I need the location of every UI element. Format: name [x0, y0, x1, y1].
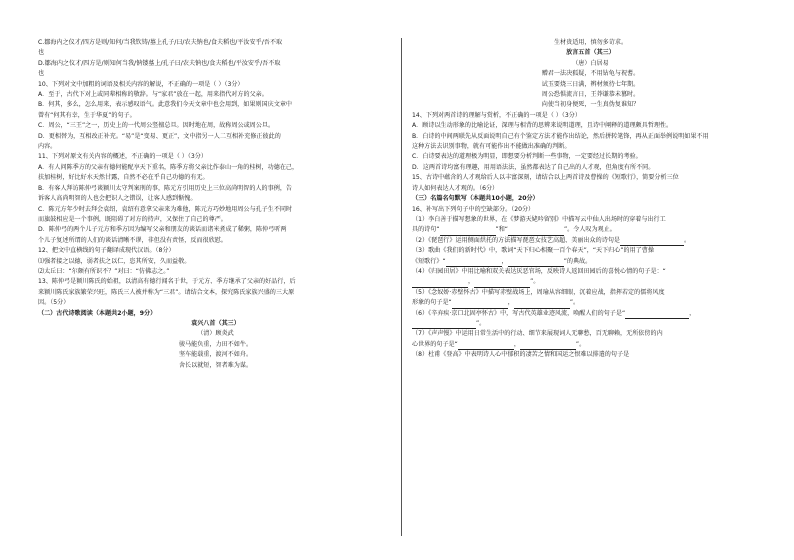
fill-in-line	[412, 288, 769, 298]
fill-in-line	[412, 319, 769, 329]
answer-blank[interactable]	[440, 228, 496, 236]
fill-prompt-text: （6）《辛弃疾·京口北固亭怀古》中，写古代英雄业迹风流，唤醒人们的句子是“	[412, 309, 626, 317]
text-line: 来颍川陈氏家族繁荣兴旺，陈氏三人被并称为“三君”。请结合文本，探究陈氏家族兴盛的三大原	[38, 288, 295, 296]
answer-blank[interactable]	[514, 301, 570, 309]
fill-prompt-text: （5）《念奴娇·赤壁怀古》中描写赤壁战场上，周瑜从容细眼，沉着应战，指挥若定的儒将风度	[412, 288, 665, 296]
fill-prompt-text: 具的诗句“	[412, 226, 440, 234]
fill-in-line	[412, 340, 769, 350]
fill-prompt-text: （3）歌曲《我们的新时代》中，歌词“天下归心相聚一百个春天”，“天下归心”的用了曹操	[412, 247, 654, 255]
text-line: A．至于，古代下对上或同辈相称的敬辞。与“家君”放在一起，用来指代对方的父亲。	[38, 91, 268, 99]
text-line: 15、古诗中蕴含的人才观给后人以丰富深刻，请结合以上两首诗及曹操的《短歌行》，简要分析三位	[412, 174, 679, 182]
fill-suffix-text: ”。	[530, 278, 540, 286]
text-line: A．有人问陈季方的父亲有德何能配享天下重名，陈季方将父亲比作泰山一角的桂树，功德在己，	[38, 163, 299, 171]
text-line: ⑵太丘曰：“尔颇有所识不？”对曰：“仿佛志之。”	[38, 267, 170, 275]
fill-prompt-text: （1）李白善于描写想象的世界，在《梦游天姥吟留别》中描写云中仙人出场时的穿着与出行工	[412, 215, 666, 223]
fill-prompt-text: 《短歌行》“	[412, 257, 446, 265]
left-column	[38, 38, 393, 371]
poem-2-author: （唐）白居易	[572, 59, 609, 67]
section-3-heading: （三）名篇名句默写（本题共10小题，20分）	[412, 195, 539, 203]
text-line: 诉客人高尚明智的人也会把识人之错误，让客人感到惭愧。	[38, 195, 197, 203]
fill-suffix-text: ”。令人叹为观止。	[563, 226, 616, 234]
text-line: 这种方法去识别事物，就有可能作出不能做出准确的判断。	[412, 143, 571, 151]
fill-prompt-text: （2）《琵琶行》运用侧面烘托的方法描写琵琶女技艺高超、美丽出众的诗句是	[412, 236, 621, 244]
fill-in-line	[412, 277, 769, 287]
text-line: 14、下列对两首诗的理解与赏析，不正确的一项是（ ）（3分）	[412, 111, 581, 119]
poem-1	[38, 319, 393, 371]
fill-suffix-text: 。	[684, 236, 691, 244]
text-line: B．何其，多么，怎么用来，表示感叹语气。此意我们今天文章中也会用到，如果则国庆文章中	[38, 101, 293, 109]
poem-1-line: 坚车能载重，渡河不如舟。	[178, 351, 253, 359]
poem-1-line: 骏马能负重，力田不如牛。	[178, 340, 253, 348]
left-question-text	[38, 38, 393, 309]
fill-in-line	[412, 246, 769, 256]
right-question-text	[412, 111, 769, 194]
text-line: 而旗鼓相应是一个事例，既阻碍了对方的持声，又保住了自己的尊严。	[38, 215, 227, 223]
answer-blank[interactable]	[412, 321, 476, 329]
fill-prompt-text: （7）《声声慢》中运用日常生活中的行动、细节来展现词人无聊愁，百无聊赖，无所依傍的内	[412, 330, 663, 338]
text-line: ⑴强者接之以德，弱者扶之以仁，恣其所安，久而益敬。	[38, 257, 191, 265]
text-line: A．顾诗以生动形象的比喻论证，深理与相背的思辨来说明道理，且诗中阐释的道理颇具哲理性。	[412, 122, 673, 130]
fill-prompt-text: （8）杜甫《登高》中表明诗人心中郁积的凄苦之情和国运之恨难以排遣的句子是	[412, 351, 630, 359]
text-line: 12、把文中直横线的句子翻译成现代汉语。（8分）	[38, 247, 175, 255]
fill-in-line	[412, 309, 769, 319]
poem-1-author: （清）顾炎武	[197, 330, 234, 338]
answer-blank[interactable]	[446, 259, 502, 267]
poem-2-line: 周公恐惧流言日，王莽谦恭未篡时。	[541, 91, 640, 99]
fill-in-line	[412, 225, 769, 235]
poem-1-line: 舍长以就短，智者难为谋。	[178, 361, 253, 369]
text-line: 也	[38, 49, 45, 57]
fill-separator-text: ”和“	[495, 226, 508, 234]
poem-1-title: 袁兴八首（其三）	[191, 319, 240, 327]
fill-separator-text: ，	[501, 257, 508, 265]
text-line: 因。（5分）	[38, 299, 70, 307]
poem-2-line: 赠君一法决狐疑，不用钻龟与祝蓍。	[541, 70, 640, 78]
answer-blank[interactable]	[520, 342, 576, 350]
fill-suffix-text: ”的典故。	[563, 257, 592, 265]
poem-2	[412, 48, 769, 110]
answer-blank[interactable]	[412, 280, 468, 288]
fill-separator-text: ，	[468, 278, 475, 286]
fill-prompt-text: 形象的句子是“	[412, 299, 452, 307]
poetry-section-heading: （二）古代诗歌阅读（本题共2小题，9分）	[38, 309, 157, 317]
poem-2-title: 放言五首（其三）	[566, 49, 615, 57]
fill-suffix-text: ”。	[569, 299, 580, 307]
text-line: C．陈元方年少时去拜会袁绍，袁绍有意拿父亲来为难他，陈元方巧妙地用周公与孔子生不同时	[38, 205, 293, 213]
fill-in-line	[412, 267, 769, 277]
text-line: 10、下列对文中加粗的词语及相关内容的解说，不正确的一项是（ ）（3分）	[38, 80, 244, 88]
answer-blank[interactable]	[508, 228, 564, 236]
text-line: B．有客人拜访陈仲弓谈颍川太守判案刑的事，陈元方引用历史上三位高尚明智的人的事例，告	[38, 184, 293, 192]
text-line: 诗人如何表达人才观的。（6分）	[412, 184, 499, 192]
answer-blank[interactable]	[474, 280, 530, 288]
text-line: D．这两首诗均富有理趣，用用语法法，虽然都表达了自己出的人才观，但角度有所不同。	[412, 163, 655, 171]
fill-in-line	[412, 257, 769, 267]
fill-separator-text: ，	[513, 340, 520, 348]
text-line: 也	[38, 70, 45, 78]
answer-blank[interactable]	[508, 259, 564, 267]
text-line: 个儿子复述所谓的人们的谈话清晰不谬，非但没有责怪，反而很欣慰。	[38, 236, 227, 244]
fill-separator-text: ，	[507, 299, 514, 307]
text-line: 13、陈仲弓是颍川陈氏的始祖，以清高有德行闻名于世，于元方、季方继承了父亲的好品行，后	[38, 278, 296, 286]
text-line: D．陈仲弓的两个儿子元方和季方因为编写父亲和朋友的谈话而诸米煮成了稀粥，陈仲弓听两	[38, 226, 287, 234]
text-line: 内容。	[38, 143, 57, 151]
text-line: 扶加桂树，好比好水天然甘露，自然不必在乎自己功德的有无。	[38, 174, 209, 182]
text-line: B．白诗的中间两联先从反面说明自己有个鉴定方法才能作出结论，然后拼转笔锋，再从正面举例说明如果不用	[412, 132, 709, 140]
poem-1-continued: 生材贵适用，慎勿多苛求。	[553, 39, 628, 46]
answer-blank[interactable]	[620, 238, 684, 246]
poem-2-line: 试玉要烧三日满，辨材须待七年期。	[541, 80, 640, 88]
answer-blank[interactable]	[625, 311, 689, 319]
fill-in-line	[412, 236, 769, 246]
poem-2-line: 向使当初身便死，一生真伪复谁知？	[541, 101, 640, 109]
question-16: 16、补写出下列句子中的空缺部分。（20分）	[412, 205, 535, 213]
answer-blank[interactable]	[458, 342, 514, 350]
fill-prompt-text: （4）《归园田居》中用比喻和双关表达厌恶官场，反映诗人返回田园后的喜悦心情的句子是：“	[412, 267, 666, 275]
fill-in-line	[412, 298, 769, 308]
text-line: D.鄒海内之仪才/四方是/则知何当我/钠镂墓上/孔子曰/农夫钠也/食夫稻也/平汝安乎/吾不取	[38, 59, 281, 67]
text-line: 11、下列对原文有关内容的概述，不正确的一项是（ ）（3分）	[38, 153, 207, 161]
fill-in-blank-list	[412, 215, 769, 361]
fill-suffix-text: ，	[689, 309, 696, 317]
text-line: C.鄒海内之仪才/四方是则/知何/当我钦铸/墓上孔子/曰/农夫钠也/食夫稻也/平汝安乎/吾不取	[38, 39, 283, 46]
fill-in-line	[412, 329, 769, 339]
fill-suffix-text: ”。	[476, 319, 486, 327]
column-divider	[401, 38, 402, 536]
fill-in-line	[412, 215, 769, 225]
fill-prompt-text: 心世界的句子是“	[412, 340, 458, 348]
text-line: C．白诗要表达的道理极为明显，即想要分析判断一些事物，一定要经过长期的考验。	[412, 153, 642, 161]
text-line: D．更相替为，互相改正补充。“易”是“变易、更正”，文中指另一人二互相补充修正彼此的	[38, 132, 281, 140]
fill-suffix-text: ”。	[575, 340, 586, 348]
answer-blank[interactable]	[452, 301, 508, 309]
right-column	[412, 38, 769, 361]
text-line: C．周公，“三王”之一，历史上的一代周公竖擅总旦。因时地在周，故称周公或周公旦。	[38, 122, 275, 130]
text-line: 曾有“何其有幸，生于华夏”的句子。	[38, 111, 136, 119]
fill-in-line	[412, 350, 769, 360]
